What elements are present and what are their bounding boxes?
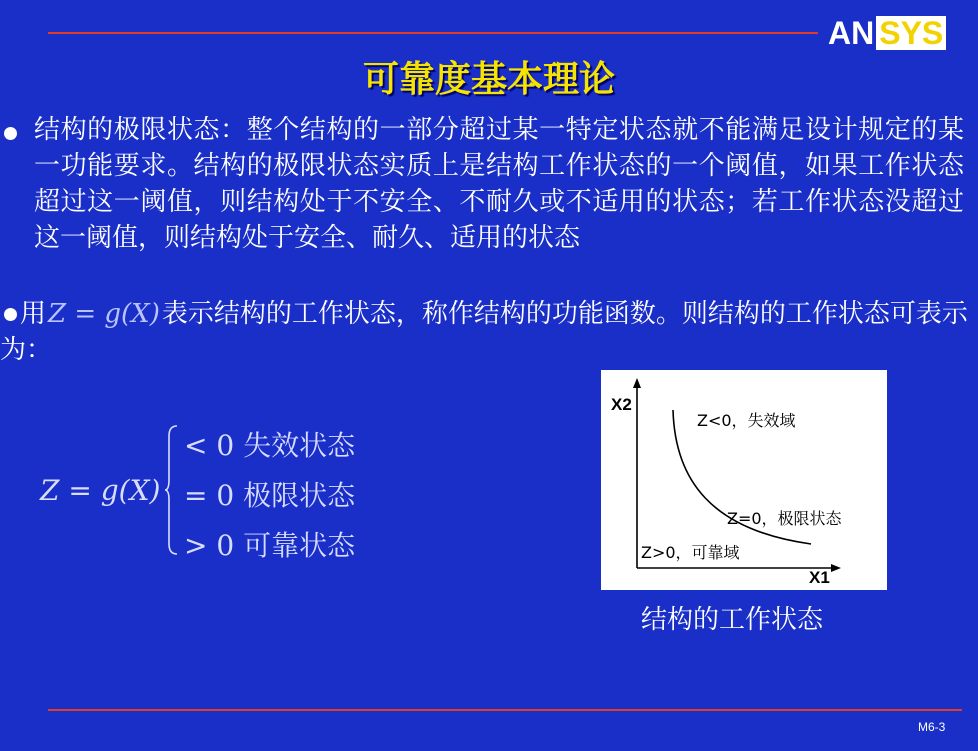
y-axis-label: X2	[611, 395, 632, 414]
case-state: 极限状态	[243, 479, 356, 512]
limit-state-label: Z=0，极限状态	[727, 509, 842, 528]
top-rule	[48, 32, 818, 34]
case-state: 可靠状态	[243, 529, 356, 562]
inline-formula: Z = g(X)	[48, 299, 160, 329]
y-axis-arrow-icon	[633, 378, 641, 388]
bullet-limit-state-text: 结构的极限状态：整个结构的一部分超过某一特定状态就不能满足设计规定的某一功能要求。结构的极限状态实质上是结构工作状态的一个阈值，如果工作状态超过这一阈值，则结构处于不安全、不耐久或不适用的状态；若工作状态没超过这一阈值，则结构处于安全、耐久、适用的状态	[34, 115, 964, 253]
piecewise-formula	[36, 418, 396, 568]
safe-region-label: Z>0，可靠域	[641, 543, 740, 562]
case-row	[184, 524, 355, 564]
case-row	[184, 424, 355, 464]
logo-part-b: SYS	[876, 16, 946, 50]
bottom-rule	[48, 709, 962, 711]
bullet2-lead: 用	[20, 299, 47, 329]
x-axis-arrow-icon	[831, 564, 841, 572]
bullet-dot-icon	[4, 127, 17, 140]
case-state: 失效状态	[243, 429, 356, 462]
state-diagram	[601, 370, 887, 590]
case-condition: > 0	[184, 529, 235, 562]
bullet-function-text	[0, 296, 978, 368]
figure-caption: 结构的工作状态	[640, 605, 823, 635]
state-diagram-svg	[601, 370, 887, 590]
formula-lhs: Z = g(X)	[40, 474, 161, 507]
case-condition: < 0	[184, 429, 235, 462]
left-brace-icon	[164, 424, 178, 556]
logo-part-a: AN	[828, 15, 875, 51]
failure-region-label: Z<0，失效域	[697, 411, 796, 430]
slide-number: M6-3	[918, 720, 946, 734]
bullet2-rest: 表示结构的工作状态，称作结构的功能函数。则结构的工作状态可表示为：	[0, 299, 968, 365]
slide-title: 可靠度基本理论	[362, 58, 615, 100]
x-axis-label: X1	[809, 568, 830, 587]
case-condition: = 0	[184, 479, 235, 512]
ansys-logo	[828, 16, 946, 50]
case-row	[184, 474, 355, 514]
